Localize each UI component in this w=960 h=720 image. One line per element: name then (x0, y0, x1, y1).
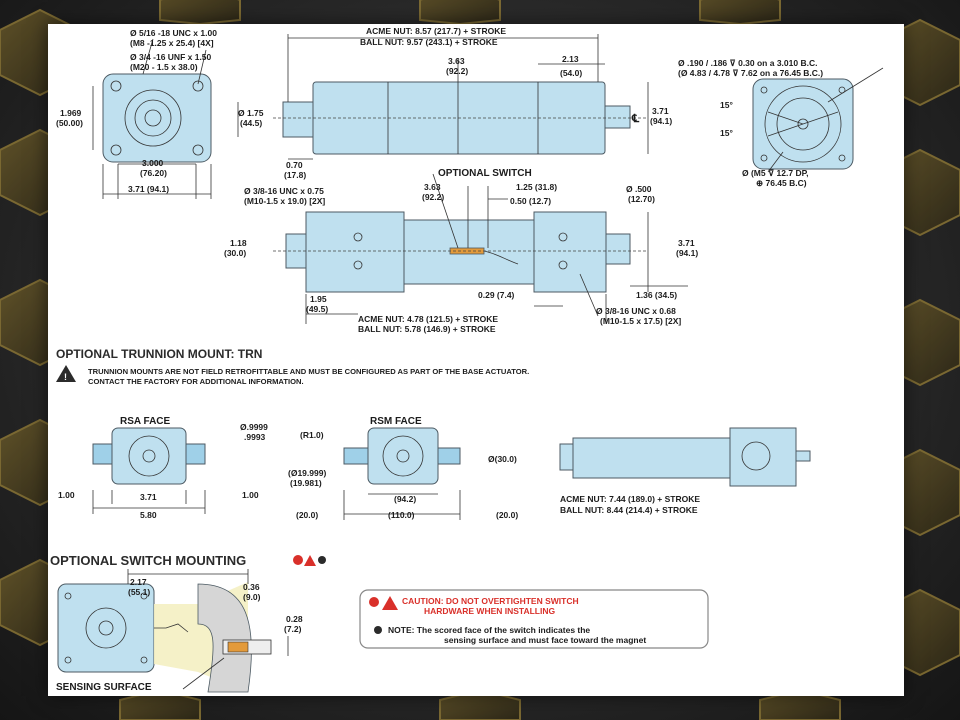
drawing-sheet (48, 24, 904, 696)
top-h-mm-label: (94.1) (650, 116, 673, 126)
mid-thread2-mm-label: (M10-1.5 x 17.5) [2X] (600, 316, 682, 326)
note-line2: sensing surface and must face toward the magnet (444, 635, 647, 645)
d028-label: 0.28 (286, 614, 303, 624)
mid-d195-label: 1.95 (310, 294, 327, 304)
mid-len-mm-label: (92.2) (422, 192, 445, 202)
bolt-mm-label: (76.20) (140, 168, 167, 178)
trunnion-warning-icon (56, 365, 76, 382)
bc-label: Ø .190 / .186 ⊽ 0.30 on a 3.010 B.C. (678, 58, 818, 68)
mid-h-mm-label: (94.1) (676, 248, 699, 258)
mid-cl-label: 1.18 (230, 238, 247, 248)
trunnion-heading: OPTIONAL TRUNNION MOUNT: TRN (56, 347, 263, 361)
w20r-label: (20.0) (496, 510, 519, 520)
top-rod-label: 0.70 (286, 160, 303, 170)
optional-switch-label: OPTIONAL SWITCH (438, 168, 532, 179)
trunnion-ball-label: BALL NUT: 8.44 (214.4) + STROKE (560, 505, 698, 515)
mid-d136-label: 1.36 (34.5) (636, 290, 678, 300)
o30-label: Ø(30.0) (488, 454, 517, 464)
mid-d2-label: 0.50 (12.7) (510, 196, 552, 206)
m5b-label: ⊕ 76.45 B.C) (756, 178, 807, 188)
angle1-label: 15° (720, 100, 733, 110)
d217-label: 2.17 (130, 577, 147, 587)
w942-label: (94.2) (394, 494, 417, 504)
mid-thread-label: Ø 3/8-16 UNC x 0.75 (244, 186, 324, 196)
rsm-face-drawing (344, 428, 460, 520)
w20l-label: (20.0) (296, 510, 319, 520)
middle-side-view (273, 174, 688, 324)
caution-line2: HARDWARE WHEN INSTALLING (424, 606, 556, 616)
mid-d3-label: Ø .500 (626, 184, 652, 194)
top-dia-mm-label: (44.5) (240, 118, 263, 128)
caution-icon (369, 597, 379, 607)
rsa-face-label: RSA FACE (120, 416, 171, 427)
top-side-view (238, 34, 648, 159)
mid-d1-label: 1.25 (31.8) (516, 182, 558, 192)
svg-text:!: ! (64, 372, 67, 382)
caution-line1: CAUTION: DO NOT OVERTIGHTEN SWITCH (402, 596, 579, 606)
d9993-label: .9993 (244, 432, 266, 442)
bc-mm-label: (Ø 4.83 / 4.78 ⊽ 7.62 on a 76.45 B.C.) (678, 68, 824, 78)
top-len-label: 3.63 (448, 56, 465, 66)
mid-d195-mm-label: (49.5) (306, 304, 329, 314)
top-rod-mm-label: (17.8) (284, 170, 307, 180)
top-h-label: 3.71 (652, 106, 669, 116)
mid-h-label: 3.71 (678, 238, 695, 248)
note-line1: NOTE: The scored face of the switch indicates the (388, 625, 591, 635)
top-len2-mm-label: (54.0) (560, 68, 583, 78)
hole1-metric-label: (M8 -1.25 x 25.4) [4X] (130, 38, 214, 48)
sensing-surface-label: SENSING SURFACE (56, 682, 152, 693)
top-len2-label: 2.13 (562, 54, 579, 64)
trunnion-warning-line2: CONTACT THE FACTORY FOR ADDITIONAL INFORMATION. (88, 377, 304, 386)
o19-label: (Ø19.999) (288, 468, 327, 478)
mid-d3-mm-label: (12.70) (628, 194, 655, 204)
top-dia-label: Ø 1.75 (238, 108, 264, 118)
bolt-label: 3.000 (142, 158, 164, 168)
top-acme-label: ACME NUT: 8.57 (217.7) + STROKE (366, 26, 507, 36)
w110-label: (110.0) (388, 510, 415, 520)
hole2-metric-label: (M20 - 1.5 x 38.0) (130, 62, 198, 72)
height-label: 1.969 (60, 108, 82, 118)
r1-label: (R1.0) (300, 430, 324, 440)
w100r-label: 1.00 (242, 490, 259, 500)
d9999-label: Ø.9999 (240, 422, 268, 432)
o19b-label: (19.981) (290, 478, 322, 488)
mid-acme-label: ACME NUT: 4.78 (121.5) + STROKE (358, 314, 499, 324)
centerline-label: ℄ (632, 113, 640, 125)
w580-label: 5.80 (140, 510, 157, 520)
mid-thread2-label: Ø 3/8-16 UNC x 0.68 (596, 306, 676, 316)
d217-mm-label: (55.1) (128, 587, 151, 597)
height-mm-label: (50.00) (56, 118, 83, 128)
m5-label: Ø (M5 ⊽ 12.7 DP, (742, 168, 809, 178)
switch-mounting-heading: OPTIONAL SWITCH MOUNTING (50, 553, 247, 568)
d036-label: 0.36 (243, 582, 260, 592)
mid-ball-label: BALL NUT: 5.78 (146.9) + STROKE (358, 324, 496, 334)
w371-label: 3.71 (140, 492, 157, 502)
rsm-face-label: RSM FACE (370, 416, 422, 427)
d028-mm-label: (7.2) (284, 624, 302, 634)
top-ball-label: BALL NUT: 9.57 (243.1) + STROKE (360, 37, 498, 47)
angle2-label: 15° (720, 128, 733, 138)
mid-d029-label: 0.29 (7.4) (478, 290, 515, 300)
top-len-mm-label: (92.2) (446, 66, 469, 76)
trunnion-warning-line1: TRUNNION MOUNTS ARE NOT FIELD RETROFITTABLE AND MUST BE CONFIGURED AS PART OF THE BASE ACTUATOR. (88, 367, 530, 376)
mid-len-label: 3.63 (424, 182, 441, 192)
trunnion-side-drawing (560, 428, 810, 486)
width-label: 3.71 (94.1) (128, 184, 170, 194)
w100l-label: 1.00 (58, 490, 75, 500)
top-right-face-view (753, 68, 883, 172)
switch-mounting-marks-icon (293, 555, 326, 566)
mid-thread-mm-label: (M10-1.5 x 19.0) [2X] (244, 196, 326, 206)
hole1-label: Ø 5/16 -18 UNC x 1.00 (130, 28, 217, 38)
d036-mm-label: (9.0) (243, 592, 261, 602)
trunnion-acme-label: ACME NUT: 7.44 (189.0) + STROKE (560, 494, 701, 504)
hole2-label: Ø 3/4 -16 UNF x 1.50 (130, 52, 212, 62)
mid-cl-mm-label: (30.0) (224, 248, 247, 258)
note-icon (374, 626, 382, 634)
technical-drawing (48, 24, 904, 696)
